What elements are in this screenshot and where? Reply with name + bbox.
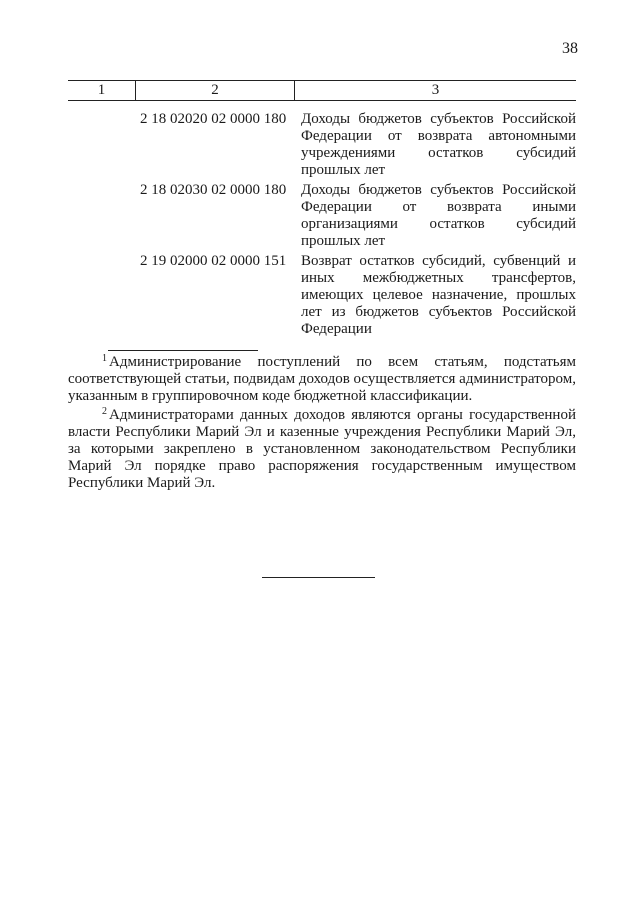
table-body bbox=[68, 111, 576, 338]
footnotes bbox=[68, 354, 576, 494]
revenue-code: 2 18 02030 02 0000 180 bbox=[140, 182, 287, 198]
footnote-text: Администраторами данных доходов являются органы государственной власти Республики Марий Эл и казенные учреждения Республики Марий Эл, за которыми закреплено в установленном законодательством Республики Марий Эл порядке право распоряжения государственным имуществом Республики Марий Эл. bbox=[68, 407, 576, 491]
revenue-table bbox=[68, 80, 576, 341]
table-row bbox=[68, 111, 576, 179]
revenue-code: 2 19 02000 02 0000 151 bbox=[140, 253, 287, 269]
end-of-document-rule bbox=[262, 577, 375, 578]
footnote-2 bbox=[68, 407, 576, 492]
column-header-1: 1 bbox=[68, 81, 136, 100]
footnote-mark: 2 bbox=[102, 406, 107, 417]
footnote-text: Администрирование поступлений по всем статьям, подстатьям соответствующей статьи, подвидам доходов осуществляется администратором, указанным в группировочном коде бюджетной классификации. bbox=[68, 354, 577, 404]
table-row bbox=[68, 253, 576, 338]
revenue-code: 2 18 02020 02 0000 180 bbox=[140, 111, 287, 127]
footnote-separator bbox=[108, 350, 258, 351]
footnote-mark: 1 bbox=[102, 353, 107, 364]
column-header-3: 3 bbox=[431, 82, 440, 98]
table-header bbox=[68, 80, 576, 101]
revenue-description: Возврат остатков субсидий, субвенций и иных межбюджетных трансфертов, имеющих целевое назначение, прошлых лет из бюджетов субъектов Российской Федерации bbox=[301, 253, 576, 337]
column-header-2: 2 bbox=[136, 81, 295, 100]
page-number: 38 bbox=[562, 40, 578, 57]
revenue-description: Доходы бюджетов субъектов Российской Федерации от возврата автономными учреждениями остатков субсидий прошлых лет bbox=[301, 111, 576, 178]
footnote-1 bbox=[68, 354, 576, 405]
revenue-description: Доходы бюджетов субъектов Российской Федерации от возврата иными организациями остатков субсидий прошлых лет bbox=[301, 182, 576, 249]
table-row bbox=[68, 182, 576, 250]
